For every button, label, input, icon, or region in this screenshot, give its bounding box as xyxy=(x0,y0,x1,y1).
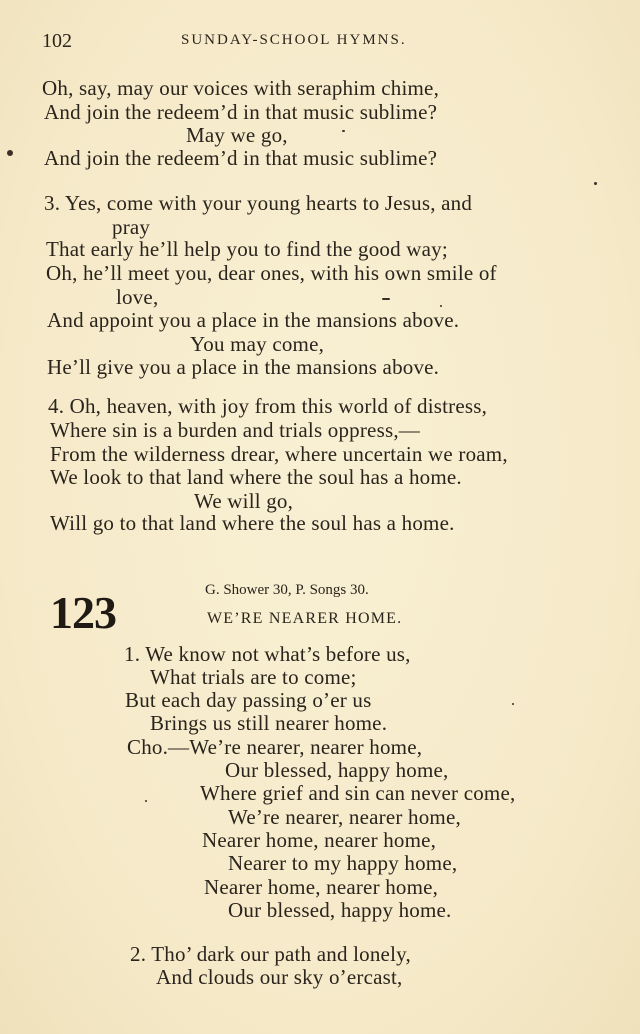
chorus-line: Nearer to my happy home, xyxy=(228,851,458,875)
verse-line: From the wilderness drear, where uncertain we roam, xyxy=(50,442,508,466)
refrain-line: You may come, xyxy=(190,332,325,356)
verse-line: 2. Tho’ dark our path and lonely, xyxy=(130,942,411,966)
chorus-line: Nearer home, nearer home, xyxy=(202,828,437,852)
verse-line: But each day passing o’er us xyxy=(125,688,372,712)
chorus-line: Our blessed, happy home. xyxy=(228,898,452,922)
ink-speck xyxy=(7,150,13,156)
running-title: SUNDAY-SCHOOL HYMNS. xyxy=(181,32,407,48)
hymn-number: 123 xyxy=(50,587,116,638)
verse-line-cont: love, xyxy=(116,285,159,309)
tune-reference: G. Shower 30, P. Songs 30. xyxy=(205,582,369,598)
verse-line: Oh, say, may our voices with seraphim chime, xyxy=(42,76,440,100)
ink-speck xyxy=(512,703,514,705)
verse-line: And clouds our sky o’ercast, xyxy=(156,965,403,989)
ink-speck xyxy=(440,305,442,307)
verse-line: That early he’ll help you to find the good way; xyxy=(46,237,448,261)
verse-line: 3. Yes, come with your young hearts to Jesus, and xyxy=(44,191,473,215)
chorus-line: Where grief and sin can never come, xyxy=(200,781,516,805)
verse-line: He’ll give you a place in the mansions above. xyxy=(47,355,440,379)
chorus-line: Our blessed, happy home, xyxy=(225,758,449,782)
ink-speck xyxy=(594,182,597,185)
refrain-line: We will go, xyxy=(194,489,294,513)
verse-line: What trials are to come; xyxy=(150,665,357,689)
verse-line: And appoint you a place in the mansions above. xyxy=(47,308,460,332)
verse-line: And join the redeem’d in that music sublime? xyxy=(44,146,438,170)
ink-speck xyxy=(145,800,147,802)
ink-speck xyxy=(342,130,345,132)
refrain-line: May we go, xyxy=(186,123,288,147)
verse-line: 1. We know not what’s before us, xyxy=(124,642,411,666)
verse-line: And join the redeem’d in that music sublime? xyxy=(44,100,438,124)
verse-line: Where sin is a burden and trials oppress,— xyxy=(50,418,420,442)
hymn-title: WE’RE NEARER HOME. xyxy=(207,610,403,627)
verse-line: 4. Oh, heaven, with joy from this world of distress, xyxy=(48,394,488,418)
page-number: 102 xyxy=(42,30,72,52)
verse-line: We look to that land where the soul has a home. xyxy=(50,465,462,489)
verse-line: Brings us still nearer home. xyxy=(150,711,388,735)
verse-line: Oh, he’ll meet you, dear ones, with his own smile of xyxy=(46,261,497,285)
chorus-line: We’re nearer, nearer home, xyxy=(228,805,461,829)
chorus-line: Cho.—We’re nearer, nearer home, xyxy=(127,735,423,759)
chorus-line: Nearer home, nearer home, xyxy=(204,875,439,899)
ink-speck xyxy=(382,298,390,300)
verse-line: Will go to that land where the soul has a home. xyxy=(50,511,455,535)
verse-line-cont: pray xyxy=(112,215,151,239)
